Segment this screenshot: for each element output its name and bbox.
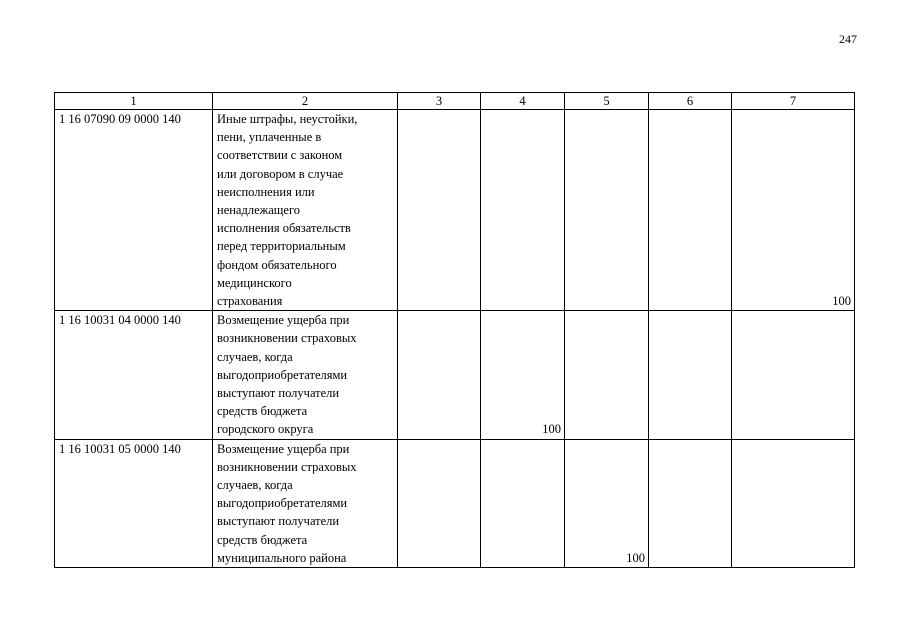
description-line: городского округа (217, 422, 314, 437)
column-header: 1 (55, 93, 213, 110)
description-line: возникновении страховых (217, 459, 357, 474)
description-line: исполнения обязательств (217, 221, 351, 236)
description-line: фондом обязательного (217, 257, 337, 272)
page-number: 247 (839, 32, 857, 46)
description-line: выгодоприобретателями (217, 367, 348, 382)
description-line: или договором в случае (217, 166, 344, 181)
description-line: страхования (217, 294, 283, 309)
column-header: 2 (213, 93, 398, 110)
description-line: соответствии с законом (217, 148, 343, 163)
value-cell-col4: 100 (481, 311, 565, 439)
description-line: Возмещение ущерба при (217, 313, 350, 328)
column-header: 4 (481, 93, 565, 110)
value-cell-col7 (732, 311, 855, 439)
table-row (55, 439, 855, 567)
description-line: возникновении страховых (217, 331, 357, 346)
description-line: выступают получатели (217, 514, 340, 529)
table-row (55, 110, 855, 311)
column-header: 5 (565, 93, 649, 110)
description-line: ненадлежащего (217, 203, 301, 218)
value-cell-col6 (649, 311, 732, 439)
value-cell-col5 (565, 311, 649, 439)
value-cell-col5 (565, 110, 649, 311)
value-cell-col6 (649, 439, 732, 567)
description-line: неисполнения или (217, 184, 315, 199)
revenue-code-cell: 1 16 10031 04 0000 140 (55, 311, 213, 439)
description-line: выступают получатели (217, 386, 340, 401)
value-cell-col3 (398, 439, 481, 567)
value-cell-col3 (398, 311, 481, 439)
description-line: пени, уплаченные в (217, 130, 322, 145)
value-cell-col3 (398, 110, 481, 311)
description-line: случаев, когда (217, 349, 293, 364)
column-header: 3 (398, 93, 481, 110)
description-line: муниципального района (217, 550, 347, 565)
revenue-code-cell: 1 16 10031 05 0000 140 (55, 439, 213, 567)
description-line: средств бюджета (217, 404, 308, 419)
column-header: 7 (732, 93, 855, 110)
description-cell (213, 110, 398, 311)
table-row (55, 311, 855, 439)
description-line: средств бюджета (217, 532, 308, 547)
column-header: 6 (649, 93, 732, 110)
value-cell-col6 (649, 110, 732, 311)
description-line: Иные штрафы, неустойки, (217, 112, 358, 126)
revenue-code-cell: 1 16 07090 09 0000 140 (55, 110, 213, 311)
description-line: перед территориальным (217, 239, 346, 254)
budget-table (54, 92, 855, 568)
description-line: выгодоприобретателями (217, 496, 348, 511)
description-line: Возмещение ущерба при (217, 441, 350, 456)
value-cell-col4 (481, 110, 565, 311)
description-line: случаев, когда (217, 478, 293, 493)
description-line: медицинского (217, 275, 292, 290)
value-cell-col7 (732, 439, 855, 567)
description-cell (213, 311, 398, 439)
value-cell-col7: 100 (732, 110, 855, 311)
value-cell-col4 (481, 439, 565, 567)
value-cell-col5: 100 (565, 439, 649, 567)
table-header-row (55, 93, 855, 110)
description-cell (213, 439, 398, 567)
